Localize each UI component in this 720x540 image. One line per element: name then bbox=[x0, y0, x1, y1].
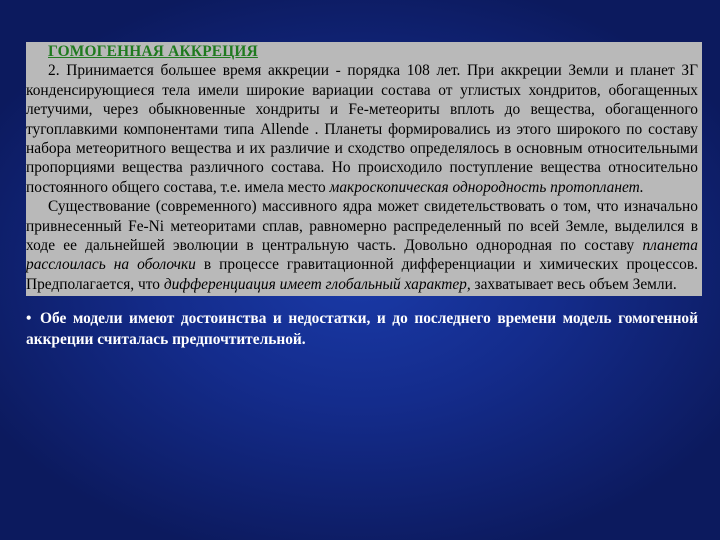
main-text-block bbox=[26, 42, 698, 294]
slide-title: ГОМОГЕННАЯ АККРЕЦИЯ bbox=[48, 43, 258, 60]
paragraph-2 bbox=[26, 197, 698, 294]
paragraph-2-emphasis-b: дифференциация имеет глобальный характер bbox=[163, 275, 467, 293]
paragraph-2-text-b: в процессе гравитационной дифференциации и химических процессов. Предполагается, что bbox=[26, 256, 698, 293]
bullet-text: Обе модели имеют достоинства и недостатки, и до последнего времени модель гомогенной аккреции считалась предпочтительной. bbox=[26, 310, 698, 349]
paragraph-2-text-a: Существование (современного) массивного ядра может свидетельствовать о том, что изначально привнесенный Fe-Ni метеоритами сплав, равномерно распределенный по всей Земле, выделился в ходе ее дальнейшей эволюции в центральную часть. Довольно однородная по составу bbox=[26, 198, 698, 255]
paragraph-2-text-c: , захватывает весь объем Земли. bbox=[466, 275, 677, 293]
bullet-icon: • bbox=[26, 310, 32, 328]
paragraph-1 bbox=[26, 61, 698, 197]
paragraph-1-emphasis: макроскопическая однородность протопланет. bbox=[329, 178, 644, 196]
paragraph-2-emphasis-a: планета расслоилась на оболочки bbox=[26, 237, 698, 274]
bullet-item bbox=[26, 308, 698, 350]
paragraph-1-text: 2. Принимается большее время аккреции - порядка 108 лет. При аккреции Земли и планет ЗГ конденсирующиеся тела имели широкие вариации состава от углистых хондритов, обогащенных летучими, через обыкновенные хондриты и Fe-метеориты вплоть до вещества, обогащенного тугоплавкими компонентами типа Allende . Планеты формировались из этого широкого по составу набора метеоритного вещества и их различие и сходство определялось в основным относительными пропорциями вещества различного состава. Но происходило поступление вещества относительно постоянного общего состава, т.е. имела место bbox=[26, 62, 698, 196]
